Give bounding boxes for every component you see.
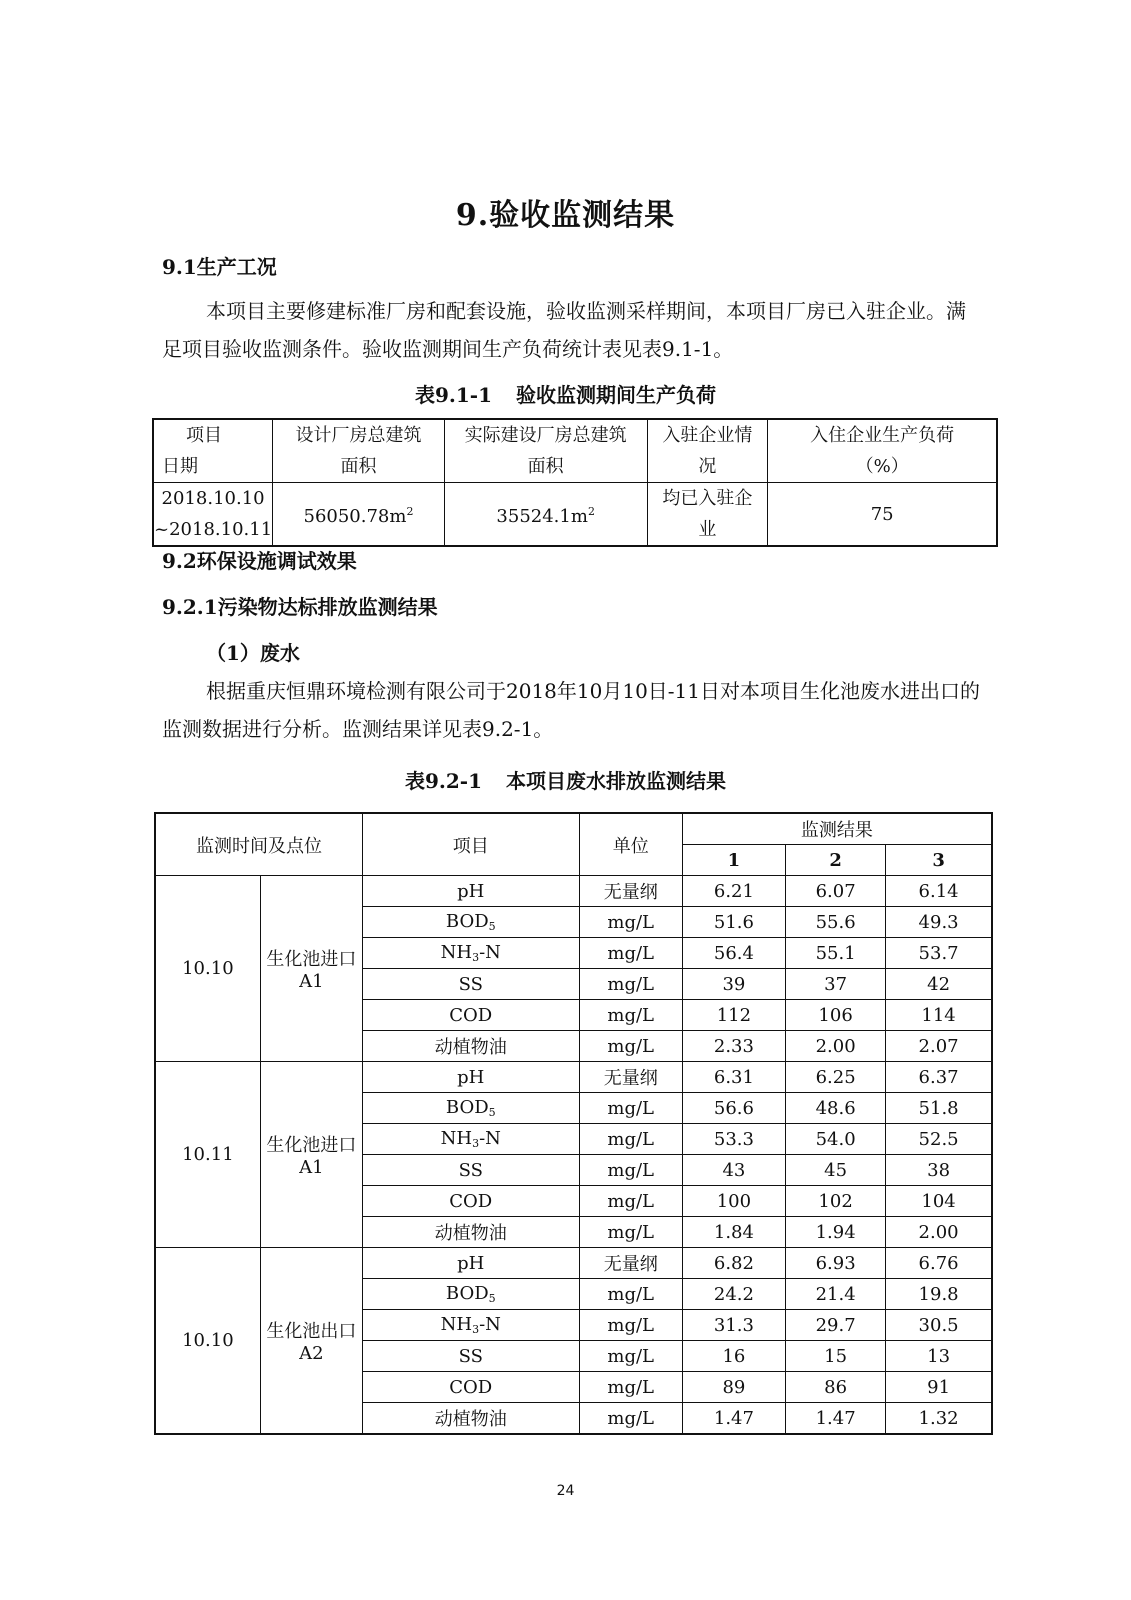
cell-item: pH	[362, 876, 579, 907]
header-actual-area: 实际建设厂房总建筑 面积	[444, 419, 647, 483]
cell-item: 动植物油	[362, 1403, 579, 1435]
table-caption-text: 本项目废水排放监测结果	[506, 769, 726, 793]
cell-result-2: 21.4	[786, 1279, 886, 1310]
cell-result-1: 6.82	[682, 1248, 785, 1279]
cell-result-1: 31.3	[682, 1310, 785, 1341]
cell-actual-area: $35524.1m^2$	[444, 483, 647, 547]
cell-result-3: 91	[886, 1372, 992, 1403]
cell-result-2: 55.6	[786, 907, 886, 938]
cell-result-2: 1.94	[786, 1217, 886, 1248]
cell-result-3: 38	[886, 1155, 992, 1186]
cell-result-1: 1.84	[682, 1217, 785, 1248]
table-9-2-1-caption	[0, 765, 1131, 794]
cell-production-load: 75	[768, 483, 997, 547]
cell-result-3: 1.32	[886, 1403, 992, 1435]
header-unit: 单位	[579, 813, 682, 876]
header-item-date: 项目 日期	[153, 419, 273, 483]
table-row	[155, 876, 992, 907]
cell-result-1: 43	[682, 1155, 785, 1186]
cell-result-2: 29.7	[786, 1310, 886, 1341]
section-9-1-paragraph: 本项目主要修建标准厂房和配套设施，验收监测采样期间，本项目厂房已入驻企业。满足项目验收监测条件。验收监测期间生产负荷统计表见表9.1-1。	[162, 299, 966, 361]
cell-result-1: 112	[682, 1000, 785, 1031]
table-9-1-1-caption	[0, 379, 1131, 408]
cell-result-1: 24.2	[682, 1279, 785, 1310]
cell-item: pH	[362, 1062, 579, 1093]
cell-result-2: 6.25	[786, 1062, 886, 1093]
cell-unit: 无量纲	[579, 1062, 682, 1093]
cell-item: $NH_3-N$	[362, 938, 579, 969]
cell-item: 动植物油	[362, 1217, 579, 1248]
cell-result-3: 6.37	[886, 1062, 992, 1093]
header-result-2: 2	[786, 845, 886, 876]
cell-result-2: 48.6	[786, 1093, 886, 1124]
header-result-1: 1	[682, 845, 785, 876]
cell-monitoring-point: 生化池进口 A1	[260, 1062, 362, 1248]
cell-result-3: 6.76	[886, 1248, 992, 1279]
cell-unit: mg/L	[579, 1310, 682, 1341]
cell-item: pH	[362, 1248, 579, 1279]
table-caption-text: 验收监测期间生产负荷	[516, 383, 716, 407]
cell-unit: mg/L	[579, 938, 682, 969]
wastewater-table-body	[155, 813, 992, 1434]
cell-result-3: 49.3	[886, 907, 992, 938]
cell-item: $NH_3-N$	[362, 1310, 579, 1341]
table-row	[153, 483, 997, 547]
cell-unit: mg/L	[579, 1124, 682, 1155]
cell-item: $BOD_5$	[362, 907, 579, 938]
cell-result-3: 104	[886, 1186, 992, 1217]
cell-result-3: 19.8	[886, 1279, 992, 1310]
table-row	[155, 1248, 992, 1279]
header-item: 项目	[362, 813, 579, 876]
cell-result-2: 6.93	[786, 1248, 886, 1279]
section-heading-9-2: 9.2环保设施调试效果	[162, 549, 357, 573]
cell-design-area: $56050.78m^2$	[273, 483, 445, 547]
cell-result-3: 53.7	[886, 938, 992, 969]
cell-result-1: 89	[682, 1372, 785, 1403]
cell-result-2: 1.47	[786, 1403, 886, 1435]
table-row	[155, 1062, 992, 1093]
cell-item: $BOD_5$	[362, 1093, 579, 1124]
page-number: 24	[556, 1483, 575, 1499]
cell-unit: mg/L	[579, 1155, 682, 1186]
cell-result-2: 86	[786, 1372, 886, 1403]
cell-item: COD	[362, 1186, 579, 1217]
wastewater-results-table	[154, 812, 993, 1435]
header-results: 监测结果	[682, 813, 992, 845]
production-load-table	[152, 418, 998, 547]
cell-unit: 无量纲	[579, 1248, 682, 1279]
cell-item: $NH_3-N$	[362, 1124, 579, 1155]
header-design-area: 设计厂房总建筑 面积	[273, 419, 445, 483]
cell-unit: mg/L	[579, 1093, 682, 1124]
cell-result-1: 56.4	[682, 938, 785, 969]
cell-unit: mg/L	[579, 1031, 682, 1062]
cell-result-1: 6.21	[682, 876, 785, 907]
cell-unit: mg/L	[579, 969, 682, 1000]
cell-result-3: 6.14	[886, 876, 992, 907]
cell-unit: mg/L	[579, 1403, 682, 1435]
table-header-row	[153, 419, 997, 483]
cell-item: SS	[362, 969, 579, 1000]
cell-enterprise-status: 均已入驻企 业	[647, 483, 768, 547]
section-heading-9-1: 9.1生产工况	[162, 255, 277, 279]
header-production-load: 入住企业生产负荷 （%）	[768, 419, 997, 483]
table-header-row	[155, 813, 992, 845]
cell-result-3: 42	[886, 969, 992, 1000]
cell-result-2: 15	[786, 1341, 886, 1372]
cell-result-3: 30.5	[886, 1310, 992, 1341]
cell-item: 动植物油	[362, 1031, 579, 1062]
cell-result-2: 37	[786, 969, 886, 1000]
cell-result-2: 6.07	[786, 876, 886, 907]
cell-monitoring-point: 生化池出口 A2	[260, 1248, 362, 1435]
cell-result-3: 114	[886, 1000, 992, 1031]
cell-result-1: 56.6	[682, 1093, 785, 1124]
cell-item: SS	[362, 1341, 579, 1372]
cell-result-2: 45	[786, 1155, 886, 1186]
cell-unit: mg/L	[579, 1217, 682, 1248]
cell-result-3: 2.00	[886, 1217, 992, 1248]
cell-unit: mg/L	[579, 1372, 682, 1403]
cell-item: COD	[362, 1000, 579, 1031]
cell-date-range: 2018.10.10 ~2018.10.11	[153, 483, 273, 547]
header-result-3: 3	[886, 845, 992, 876]
cell-result-1: 1.47	[682, 1403, 785, 1435]
cell-monitoring-date: 10.10	[155, 876, 260, 1062]
cell-result-1: 2.33	[682, 1031, 785, 1062]
cell-item: COD	[362, 1372, 579, 1403]
cell-result-1: 100	[682, 1186, 785, 1217]
table-caption-number: 表9.2-1	[404, 769, 482, 793]
cell-result-1: 51.6	[682, 907, 785, 938]
header-enterprise-status: 入驻企业情 况	[647, 419, 768, 483]
cell-result-3: 2.07	[886, 1031, 992, 1062]
cell-monitoring-date: 10.10	[155, 1248, 260, 1435]
cell-result-3: 52.5	[886, 1124, 992, 1155]
cell-item: $BOD_5$	[362, 1279, 579, 1310]
cell-unit: 无量纲	[579, 876, 682, 907]
cell-unit: mg/L	[579, 1341, 682, 1372]
cell-result-2: 54.0	[786, 1124, 886, 1155]
cell-unit: mg/L	[579, 1000, 682, 1031]
cell-result-1: 39	[682, 969, 785, 1000]
cell-unit: mg/L	[579, 907, 682, 938]
cell-monitoring-point: 生化池进口 A1	[260, 876, 362, 1062]
cell-unit: mg/L	[579, 1186, 682, 1217]
cell-result-2: 102	[786, 1186, 886, 1217]
cell-monitoring-date: 10.11	[155, 1062, 260, 1248]
cell-item: SS	[362, 1155, 579, 1186]
cell-unit: mg/L	[579, 1279, 682, 1310]
wastewater-paragraph: 根据重庆恒鼎环境检测有限公司于2018年10月10日-11日对本项目生化池废水进出口的监测数据进行分析。监测结果详见表9.2-1。	[162, 679, 981, 741]
cell-result-3: 13	[886, 1341, 992, 1372]
chapter-title: 9.验收监测结果	[455, 198, 676, 233]
cell-result-2: 55.1	[786, 938, 886, 969]
cell-result-1: 6.31	[682, 1062, 785, 1093]
cell-result-2: 2.00	[786, 1031, 886, 1062]
cell-result-2: 106	[786, 1000, 886, 1031]
wastewater-label: （1）废水	[206, 641, 300, 665]
cell-result-1: 16	[682, 1341, 785, 1372]
table-caption-number: 表9.1-1	[414, 383, 492, 407]
header-time-point: 监测时间及点位	[155, 813, 362, 876]
cell-result-1: 53.3	[682, 1124, 785, 1155]
section-heading-9-2-1: 9.2.1污染物达标排放监测结果	[162, 595, 438, 619]
cell-result-3: 51.8	[886, 1093, 992, 1124]
